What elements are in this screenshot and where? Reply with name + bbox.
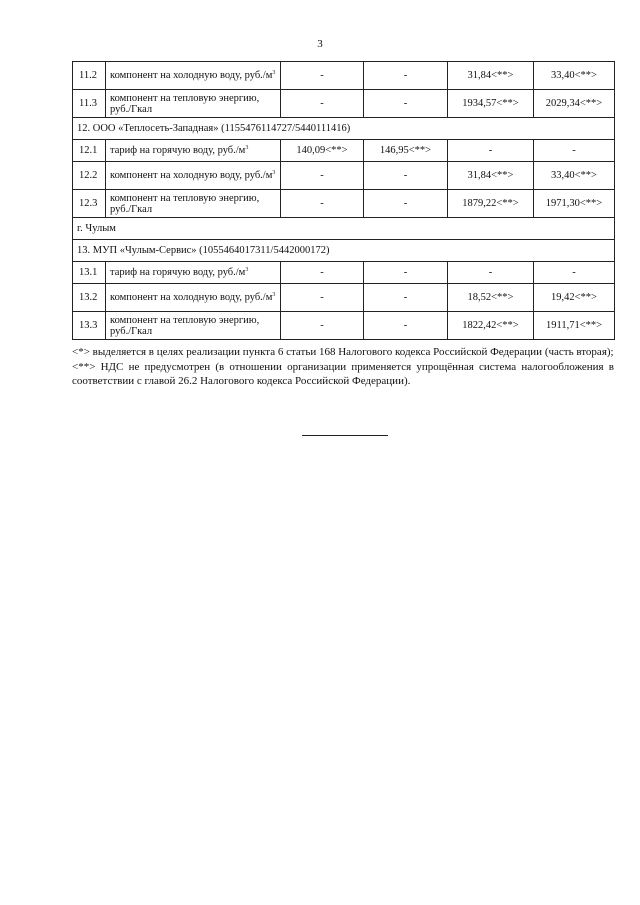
superscript: 3	[272, 170, 276, 176]
table-row	[73, 190, 615, 218]
table-row	[73, 62, 615, 90]
superscript: 3	[272, 70, 276, 76]
value-cell: 33,40<**>	[534, 62, 615, 90]
value-cell: 146,95<**>	[364, 140, 448, 162]
page-number: 3	[317, 38, 323, 50]
row-number: 13.1	[73, 262, 106, 284]
value-cell: 1879,22<**>	[448, 190, 534, 218]
value-cell: 2029,34<**>	[534, 90, 615, 118]
tariff-table	[72, 61, 615, 340]
value-cell: 1822,42<**>	[448, 312, 534, 340]
separator-line	[302, 435, 388, 436]
superscript: 3	[245, 145, 249, 151]
value-cell: -	[448, 262, 534, 284]
row-number: 13.2	[73, 284, 106, 312]
value-cell: -	[364, 90, 448, 118]
row-number: 11.2	[73, 62, 106, 90]
value-cell: -	[534, 262, 615, 284]
value-cell: 1971,30<**>	[534, 190, 615, 218]
value-cell: 31,84<**>	[448, 162, 534, 190]
organization-row	[73, 118, 615, 140]
value-cell: -	[281, 312, 364, 340]
row-number: 12.2	[73, 162, 106, 190]
row-number: 11.3	[73, 90, 106, 118]
organization-row	[73, 240, 615, 262]
row-name: тариф на горячую воду, $руб./м^3$	[106, 262, 281, 284]
footnote-vat-allocation: <*> выделяется в целях реализации пункта 6 статьи 168 Налогового кодекса Российской Федерации (часть вторая);	[72, 346, 614, 358]
value-cell: -	[281, 90, 364, 118]
value-cell: 19,42<**>	[534, 284, 615, 312]
value-cell: 31,84<**>	[448, 62, 534, 90]
organization-name: 13. МУП «Чулым-Сервис» (1055464017311/5442000172)	[73, 240, 615, 262]
organization-name: 12. ООО «Теплосеть-Западная» (1155476114727/5440111416)	[73, 118, 615, 140]
table-row	[73, 140, 615, 162]
value-cell: -	[364, 162, 448, 190]
value-cell: -	[364, 62, 448, 90]
row-name: тариф на горячую воду, $руб./м^3$	[106, 140, 281, 162]
footnote-vat-not-applied: <**> НДС не предусмотрен (в отношении организации применяется упрощённая система налогообложения в соответствии с главой 26.2 Налогового кодекса Российской Федерации).	[72, 360, 614, 387]
row-name: компонент на холодную воду, $руб./м^3$	[106, 62, 281, 90]
table-row	[73, 284, 615, 312]
value-cell: -	[281, 162, 364, 190]
row-name: компонент на холодную воду, $руб./м^3$	[106, 162, 281, 190]
value-cell: -	[281, 284, 364, 312]
value-cell: -	[281, 62, 364, 90]
city-name: г. Чулым	[73, 218, 615, 240]
value-cell: -	[448, 140, 534, 162]
table-row	[73, 262, 615, 284]
value-cell: -	[534, 140, 615, 162]
table-row	[73, 162, 615, 190]
value-cell: 1934,57<**>	[448, 90, 534, 118]
row-number: 12.3	[73, 190, 106, 218]
value-cell: -	[281, 262, 364, 284]
city-row	[73, 218, 615, 240]
value-cell: 18,52<**>	[448, 284, 534, 312]
row-name: компонент на холодную воду, $руб./м^3$	[106, 284, 281, 312]
table-row	[73, 312, 615, 340]
superscript: 3	[272, 292, 276, 298]
value-cell: -	[364, 284, 448, 312]
row-name: компонент на тепловую энергию, руб./Гкал	[106, 90, 281, 118]
superscript: 3	[245, 267, 249, 273]
row-name: компонент на тепловую энергию, руб./Гкал	[106, 190, 281, 218]
footnotes	[72, 345, 614, 389]
row-name: компонент на тепловую энергию, руб./Гкал	[106, 312, 281, 340]
value-cell: 1911,71<**>	[534, 312, 615, 340]
row-number: 13.3	[73, 312, 106, 340]
value-cell: -	[364, 312, 448, 340]
value-cell: -	[281, 190, 364, 218]
table-row	[73, 90, 615, 118]
value-cell: 140,09<**>	[281, 140, 364, 162]
row-number: 12.1	[73, 140, 106, 162]
value-cell: 33,40<**>	[534, 162, 615, 190]
value-cell: -	[364, 190, 448, 218]
value-cell: -	[364, 262, 448, 284]
